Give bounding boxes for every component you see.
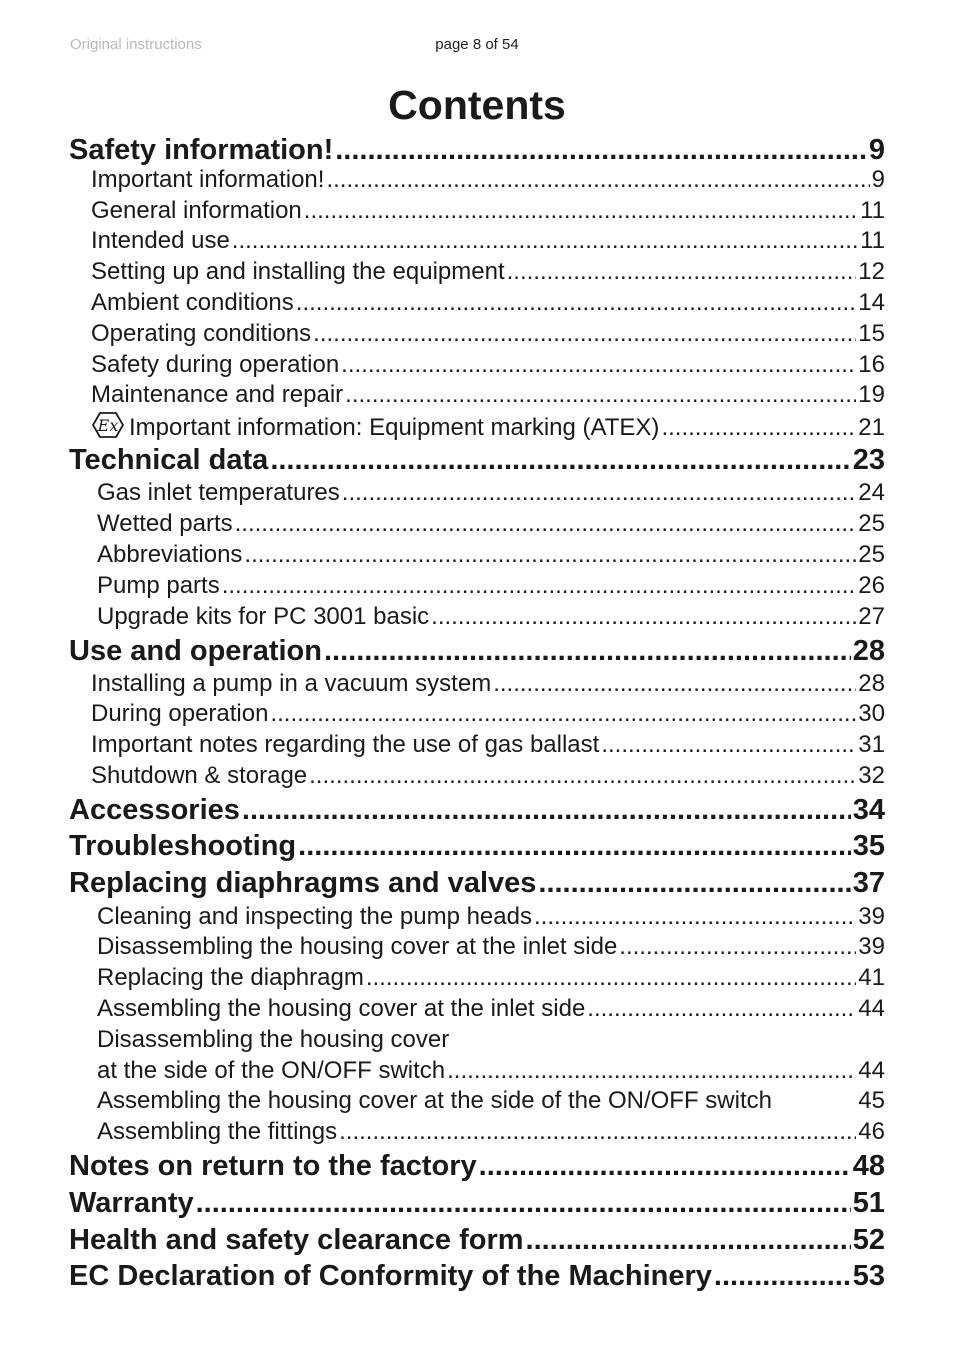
- toc-leader-dots: [538, 865, 850, 901]
- toc-page-number: 16: [858, 351, 885, 378]
- toc-subsection-entry[interactable]: [91, 165, 885, 195]
- toc-entry-text: Installing a pump in a vacuum system: [91, 670, 492, 697]
- toc-page-number: 28: [852, 635, 885, 667]
- toc-entry-text: Shutdown & storage: [91, 762, 308, 789]
- toc-subsection-entry[interactable]: [91, 411, 885, 441]
- toc-entry-text: Warranty: [69, 1187, 194, 1219]
- toc-entry-title: [69, 828, 296, 864]
- toc-leader-dots: [587, 994, 856, 1024]
- toc-entry-title: [91, 288, 294, 318]
- toc-page-number: 45: [858, 1087, 885, 1114]
- toc-section-entry[interactable]: [69, 1148, 885, 1184]
- toc-entry-title: [97, 963, 364, 993]
- toc-entry-title: [97, 994, 585, 1024]
- toc-entry-title: [97, 1056, 445, 1086]
- toc-subsection-entry[interactable]: [91, 319, 885, 349]
- toc-entry-title: [91, 699, 268, 729]
- toc-section-entry[interactable]: [69, 828, 885, 864]
- toc-page-number: 28: [858, 670, 885, 697]
- toc-entry-title: [97, 1117, 337, 1147]
- toc-section-entry[interactable]: [69, 132, 885, 168]
- toc-entry-text: General information: [91, 197, 302, 224]
- toc-entry-text: Gas inlet temperatures: [97, 479, 340, 506]
- toc-entry-title: [91, 350, 339, 380]
- header-left-label: Original instructions: [70, 36, 202, 53]
- toc-subsection-entry[interactable]: [91, 380, 885, 410]
- toc-entry-text: Abbreviations: [97, 541, 243, 568]
- toc-entry-text: Disassembling the housing cover at the inlet side: [97, 933, 618, 960]
- toc-subsection-entry[interactable]: [97, 994, 885, 1024]
- toc-entry-title: [69, 633, 322, 669]
- toc-leader-dots: [235, 509, 857, 539]
- toc-leader-dots: [296, 288, 857, 318]
- toc-leader-dots: [242, 792, 851, 828]
- toc-subsection-entry[interactable]: [91, 669, 885, 699]
- toc-page-number: 24: [858, 479, 885, 506]
- toc-page-number: 48: [852, 1150, 885, 1182]
- toc-entry-title: [91, 226, 230, 256]
- toc-subsection-entry[interactable]: [97, 540, 885, 570]
- toc-page-number: 9: [868, 134, 885, 166]
- toc-section-entry[interactable]: [69, 1185, 885, 1221]
- toc-entry-text: Replacing diaphragms and valves: [69, 867, 537, 899]
- toc-entry-text: Ambient conditions: [91, 289, 294, 316]
- toc-entry-title: [97, 478, 340, 508]
- toc-subsection-entry[interactable]: [91, 350, 885, 380]
- toc-page-number: 15: [858, 320, 885, 347]
- toc-entry-text: Operating conditions: [91, 320, 312, 347]
- toc-leader-dots: [244, 540, 856, 570]
- toc-subsection-entry[interactable]: [97, 571, 885, 601]
- toc-entry-title-line: Disassembling the housing cover: [97, 1026, 450, 1053]
- toc-subsection-entry[interactable]: [91, 699, 885, 729]
- toc-entry-text: Troubleshooting: [69, 830, 297, 862]
- toc-entry-title: [91, 411, 659, 441]
- toc-entry-title: [69, 865, 536, 901]
- toc-page-number: 19: [858, 381, 885, 408]
- toc-section-entry[interactable]: [69, 792, 885, 828]
- toc-entry-title: [97, 571, 220, 601]
- toc-entry-title: [69, 132, 333, 168]
- toc-leader-dots: [431, 602, 856, 632]
- toc-subsection-entry[interactable]: [97, 1086, 885, 1116]
- toc-page-number: 44: [858, 995, 885, 1022]
- toc-subsection-entry[interactable]: [91, 257, 885, 287]
- toc-entry-text: Use and operation: [69, 635, 322, 667]
- toc-leader-dots: [447, 1056, 856, 1086]
- toc-entry-title: [69, 792, 240, 828]
- toc-entry-text: Assembling the fittings: [97, 1118, 338, 1145]
- toc-entry-text: Important information!: [91, 166, 325, 193]
- toc-page-number: 31: [858, 731, 885, 758]
- toc-entry-text: Notes on return to the factory: [69, 1150, 477, 1182]
- toc-leader-dots: [341, 350, 856, 380]
- toc-page-number: 53: [852, 1260, 885, 1292]
- toc-entry-text: Intended use: [91, 227, 230, 254]
- toc-page-number: 46: [858, 1118, 885, 1145]
- toc-subsection-entry[interactable]: [91, 226, 885, 256]
- toc-entry-text: Safety during operation: [91, 351, 340, 378]
- toc-leader-dots: [339, 1117, 856, 1147]
- toc-subsection-entry[interactable]: [91, 761, 885, 791]
- toc-page-number: 12: [858, 258, 885, 285]
- toc-entry-text: Accessories: [69, 794, 240, 826]
- toc-page-number: 44: [858, 1057, 885, 1084]
- toc-leader-dots: [335, 132, 867, 168]
- toc-leader-dots: [270, 699, 856, 729]
- toc-leader-dots: [619, 932, 856, 962]
- toc-page-number: 41: [858, 964, 885, 991]
- toc-page-number: 26: [858, 572, 885, 599]
- page-number: page 8 of 54: [435, 36, 519, 53]
- toc-entry-text: Safety information!: [69, 134, 334, 166]
- toc-page-number: 14: [858, 289, 885, 316]
- toc-entry-text: Important notes regarding the use of gas ballast: [91, 731, 600, 758]
- toc-entry-title: [91, 165, 324, 195]
- toc-leader-dots: [534, 902, 856, 932]
- toc-entry-title: [97, 1086, 772, 1116]
- toc-leader-dots: [507, 257, 857, 287]
- toc-subsection-entry[interactable]: [97, 1117, 885, 1147]
- toc-leader-dots: [232, 226, 858, 256]
- toc-leader-dots: [526, 1222, 851, 1258]
- toc-section-entry[interactable]: [69, 1222, 885, 1258]
- toc-entry-text: Pump parts: [97, 572, 220, 599]
- toc-leader-dots: [326, 165, 869, 195]
- toc-entry-title: [97, 540, 242, 570]
- toc-entry-title: [91, 380, 343, 410]
- toc-page-number: 39: [858, 933, 885, 960]
- toc-page-number: 39: [858, 903, 885, 930]
- toc-entry-text: Assembling the housing cover at the inlet side: [97, 995, 586, 1022]
- toc-page-number: 23: [852, 444, 885, 476]
- toc-leader-dots: [298, 828, 851, 864]
- toc-leader-dots: [342, 478, 857, 508]
- toc-entry-text: Setting up and installing the equipment: [91, 258, 505, 285]
- toc-entry-title: [69, 442, 268, 478]
- toc-entry-title: [91, 761, 307, 791]
- toc-page-number: 9: [871, 166, 885, 193]
- toc-subsection-entry[interactable]: [91, 730, 885, 760]
- toc-entry-text: EC Declaration of Conformity of the Machinery: [69, 1260, 712, 1292]
- toc-entry-text: Replacing the diaphragm: [97, 964, 364, 991]
- toc-entry-title: [97, 902, 532, 932]
- toc-page-number: 21: [858, 414, 885, 441]
- toc-entry-text: Upgrade kits for PC 3001 basic: [97, 603, 430, 630]
- toc-entry-text: Wetted parts: [97, 510, 233, 537]
- toc-entry-text: Cleaning and inspecting the pump heads: [97, 903, 532, 930]
- toc-page-number: 11: [860, 227, 885, 254]
- toc-leader-dots: [366, 963, 856, 993]
- toc-leader-dots: [345, 380, 856, 410]
- toc-page-number: 35: [852, 830, 885, 862]
- toc-page-number: 25: [858, 510, 885, 537]
- toc-page-number: 11: [860, 197, 885, 224]
- toc-entry-title: [69, 1185, 194, 1221]
- toc-entry-text: Technical data: [69, 444, 269, 476]
- page-title: Contents: [388, 82, 566, 128]
- toc-leader-dots: [479, 1148, 851, 1184]
- toc-page-number: 52: [852, 1224, 885, 1256]
- toc-section-entry[interactable]: [69, 442, 885, 478]
- toc-subsection-entry[interactable]: [97, 509, 885, 539]
- toc-subsection-entry[interactable]: [97, 1056, 885, 1086]
- toc-entry-text: Assembling the housing cover at the side of the ON/OFF switch: [97, 1087, 772, 1114]
- toc-entry-text: Health and safety clearance form: [69, 1224, 524, 1256]
- toc-entry-title: [91, 669, 491, 699]
- toc-subsection-entry[interactable]: [97, 963, 885, 993]
- toc-entry-title: [91, 730, 599, 760]
- toc-entry-title: [91, 257, 505, 287]
- toc-entry-title: [97, 509, 233, 539]
- toc-leader-dots: [270, 442, 850, 478]
- toc-subsection-entry[interactable]: [91, 288, 885, 318]
- toc-subsection-entry[interactable]: [97, 932, 885, 962]
- toc-entry-text: at the side of the ON/OFF switch: [97, 1057, 446, 1084]
- toc-leader-dots: [601, 730, 856, 760]
- toc-entry-title: [91, 196, 302, 226]
- toc-entry-title: [97, 602, 429, 632]
- toc-leader-dots: [222, 571, 857, 601]
- toc-subsection-entry[interactable]: [97, 902, 885, 932]
- toc-entry-title: [91, 319, 311, 349]
- toc-leader-dots: [196, 1185, 851, 1221]
- ex-icon-label: Ex: [97, 416, 119, 435]
- toc-page-number: 34: [852, 794, 885, 826]
- toc-page-number: 37: [852, 867, 885, 899]
- toc-leader-dots: [313, 319, 856, 349]
- toc-entry-text: During operation: [91, 700, 269, 727]
- toc-entry-title: [97, 932, 617, 962]
- toc-leader-dots: [493, 669, 856, 699]
- toc-section-entry[interactable]: [69, 1258, 885, 1294]
- toc-page-number: 25: [858, 541, 885, 568]
- toc-section-entry[interactable]: [69, 865, 885, 901]
- toc-leader-dots: [324, 633, 851, 669]
- toc-leader-dots: [304, 196, 858, 226]
- toc-entry-text: Important information: Equipment marking (ATEX): [129, 414, 660, 441]
- toc-page-number: 27: [858, 603, 885, 630]
- toc-leader-dots: [714, 1258, 851, 1294]
- toc-entry-text: Maintenance and repair: [91, 381, 344, 408]
- toc-entry-title: [69, 1222, 524, 1258]
- toc-page-number: 32: [858, 762, 885, 789]
- toc-entry-title: [69, 1148, 477, 1184]
- ex-atex-icon: [91, 411, 125, 439]
- toc-entry-title: [69, 1258, 712, 1294]
- toc-page-number: 30: [858, 700, 885, 727]
- toc-page-number: 51: [852, 1187, 885, 1219]
- toc-subsection-entry[interactable]: [97, 478, 885, 508]
- toc-subsection-entry[interactable]: [97, 602, 885, 632]
- toc-section-entry[interactable]: [69, 633, 885, 669]
- toc-subsection-entry[interactable]: [91, 196, 885, 226]
- toc-leader-dots: [309, 761, 856, 791]
- toc-leader-dots: [661, 413, 856, 441]
